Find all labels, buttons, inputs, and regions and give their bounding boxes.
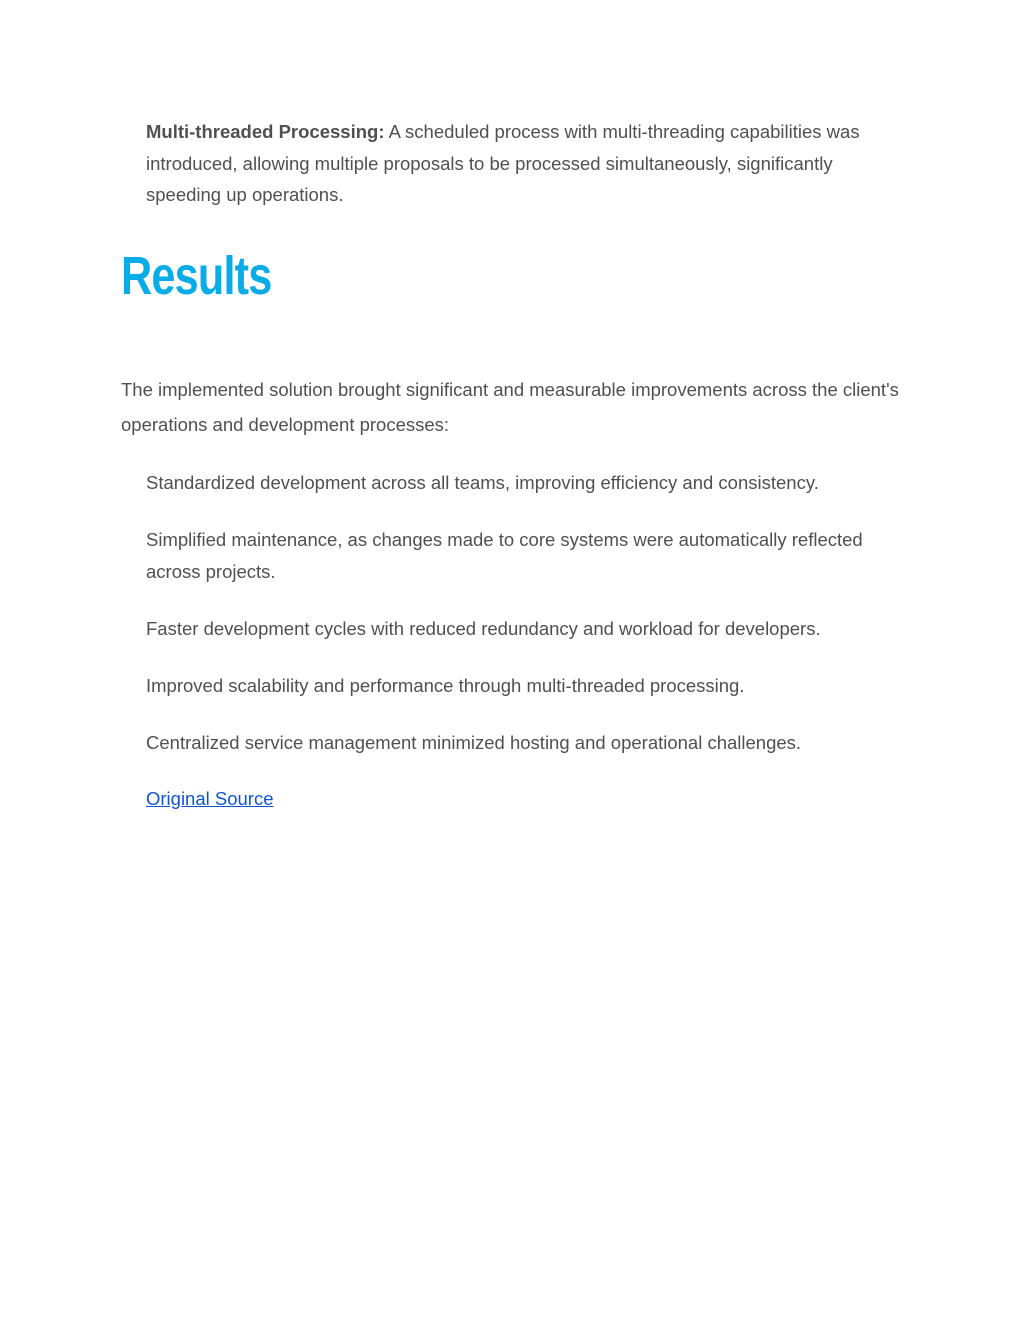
original-source-link[interactable]: Original Source	[146, 788, 274, 809]
list-item: Improved scalability and performance through multi-threaded processing.	[146, 675, 745, 696]
list-item: Standardized development across all teams, improving efficiency and consistency.	[146, 472, 819, 493]
list-item: Simplified maintenance, as changes made to core systems were automatically reflected across projects.	[146, 529, 863, 582]
feature-title: Multi-threaded Processing:	[146, 121, 385, 142]
feature-text: A scheduled process with multi-threading capabilities was introduced, allowing multiple proposals to be processed simultaneously, significantly speeding up operations.	[146, 121, 860, 205]
list-item: Centralized service management minimized hosting and operational challenges.	[146, 732, 802, 753]
results-intro: The implemented solution brought significant and measurable improvements across the client's operations and development processes:	[121, 379, 899, 435]
page-heading: Results	[121, 246, 272, 306]
list-item: Faster development cycles with reduced redundancy and workload for developers.	[146, 618, 821, 639]
feature-paragraph	[146, 116, 906, 211]
